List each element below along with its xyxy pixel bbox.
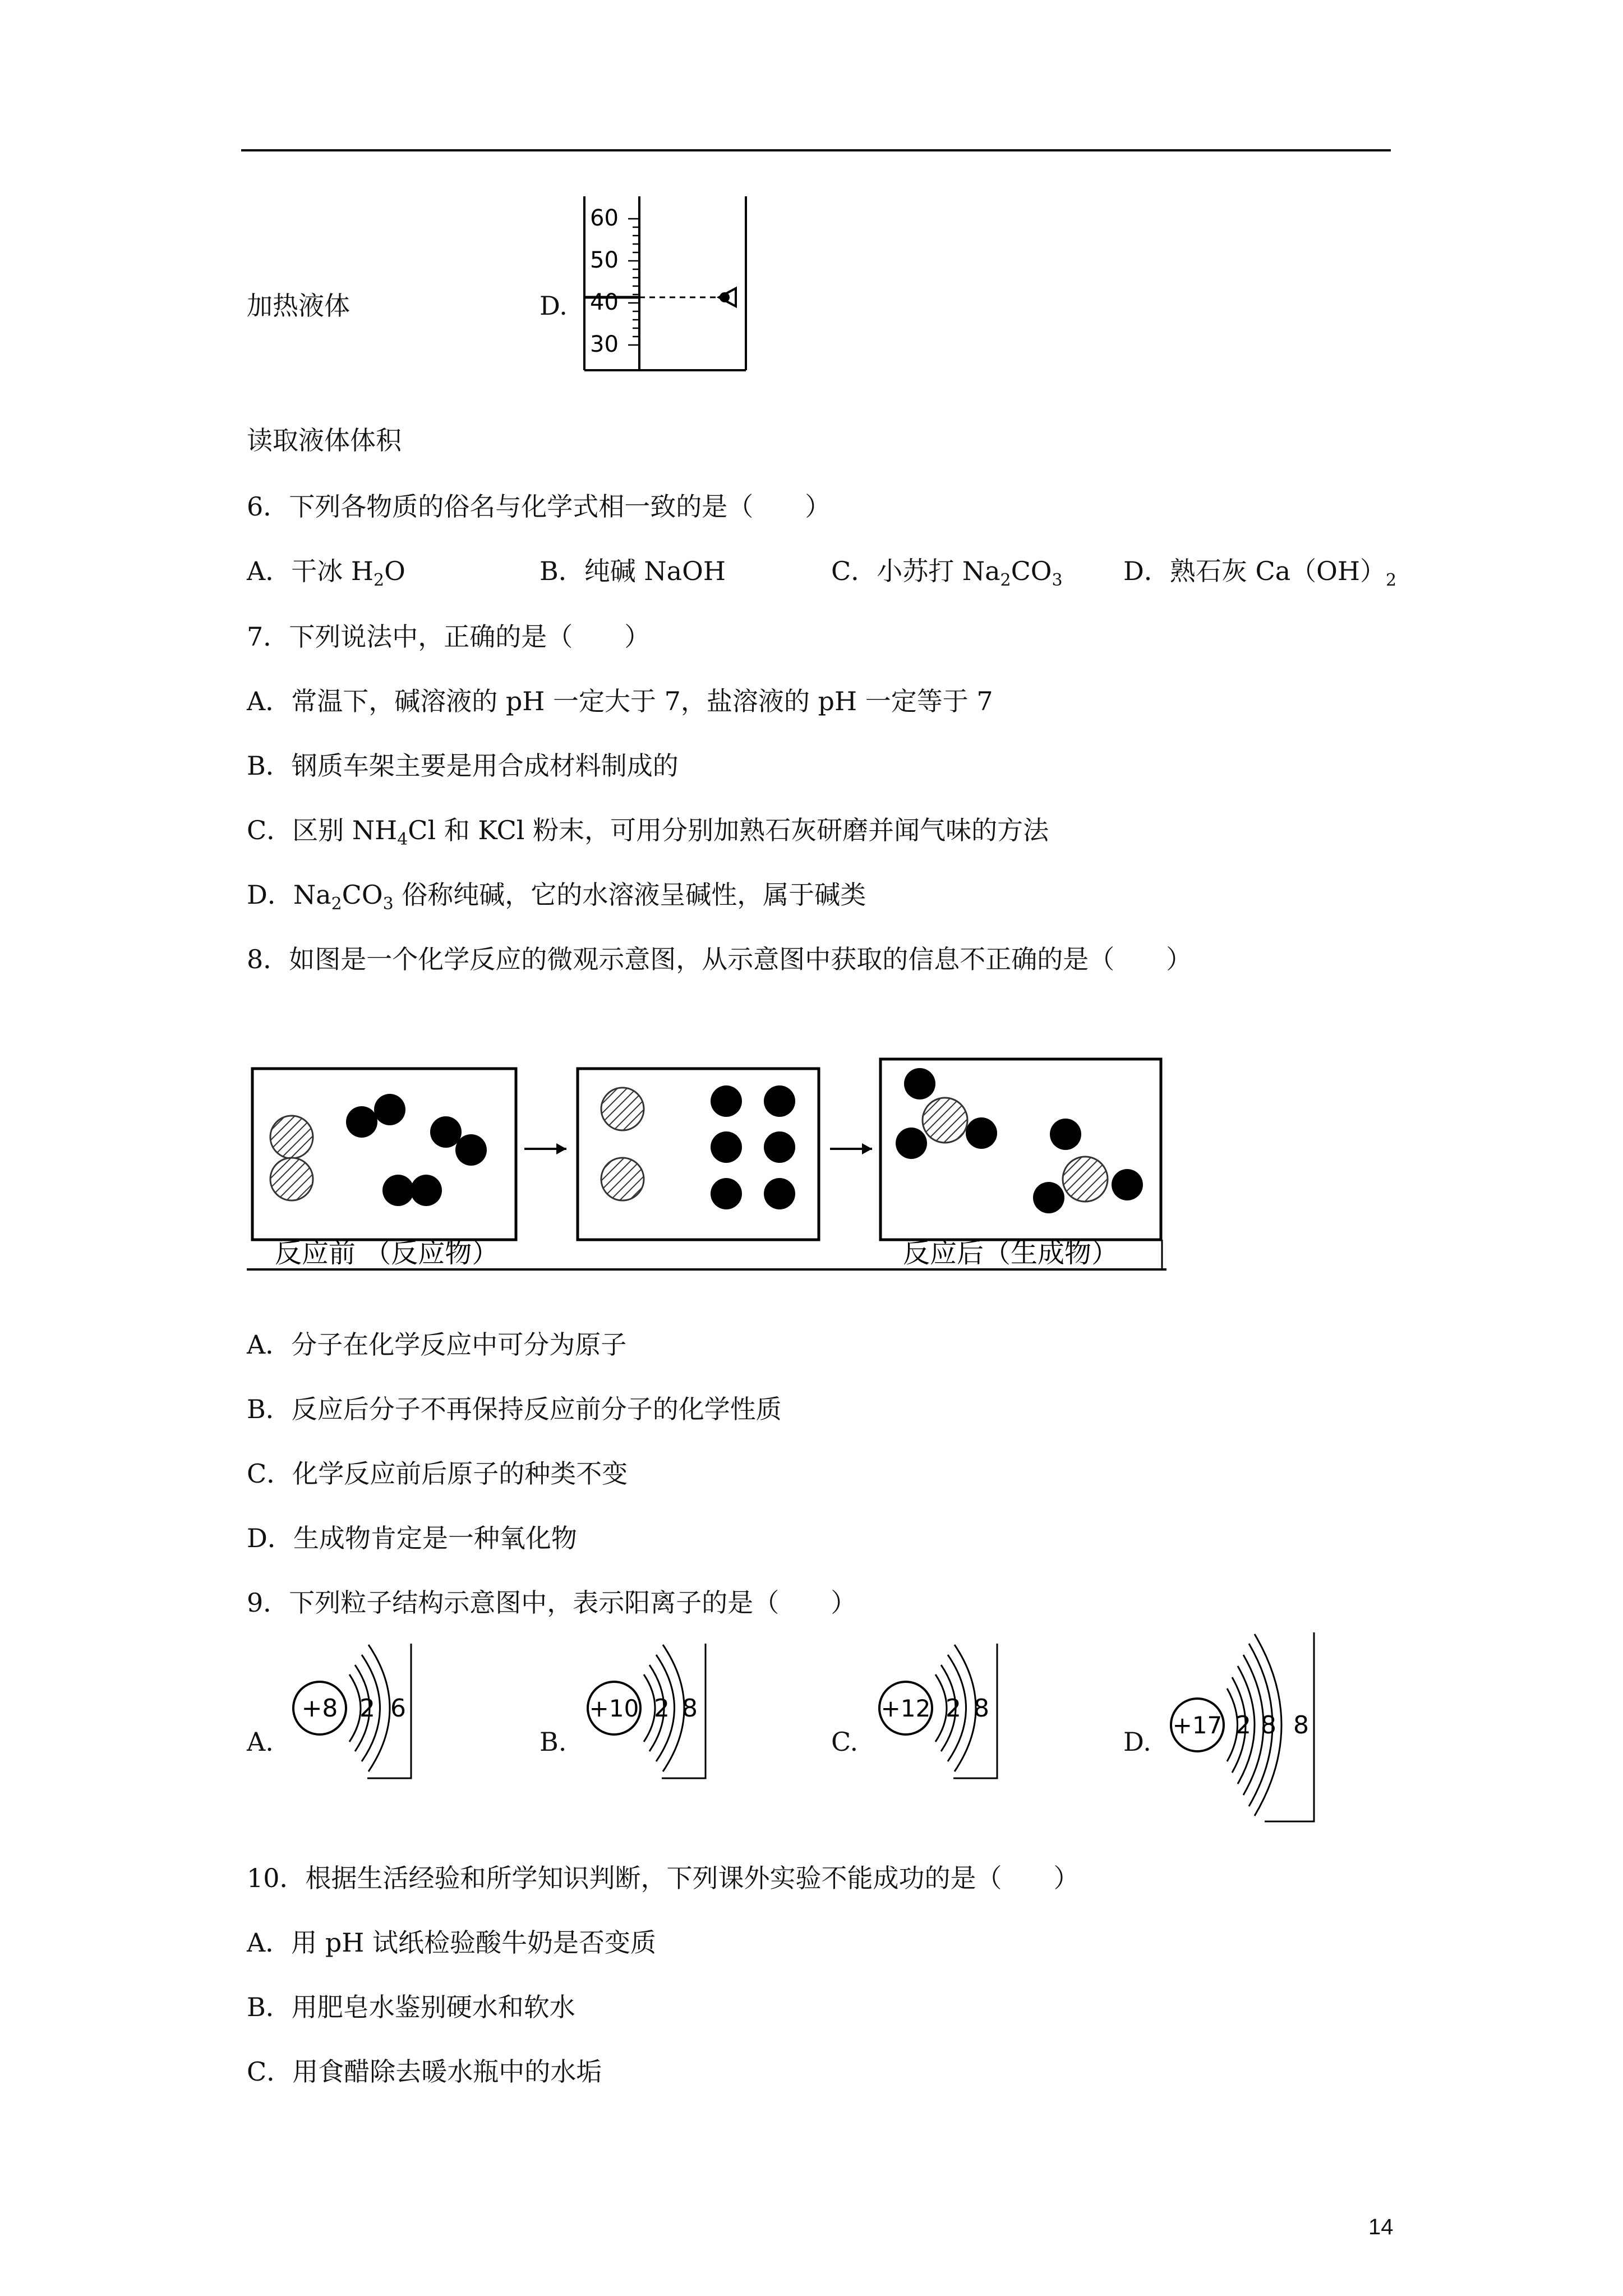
atom-structure-c — [869, 1638, 1004, 1784]
q8-option-c: C．化学反应前后原子的种类不变 — [247, 1458, 628, 1489]
q6-option-b: B．纯碱 NaOH — [540, 556, 726, 586]
q8-option-b: B．反应后分子不再保持反应前分子的化学性质 — [247, 1394, 782, 1424]
q8-option-d: D．生成物肯定是一种氧化物 — [247, 1523, 577, 1553]
reaction-micro-diagram — [247, 1049, 1166, 1273]
shell-c-1: 2 — [946, 1694, 961, 1723]
shell-b-1: 2 — [654, 1694, 670, 1723]
q9-stem: 9．下列粒子结构示意图中，表示阳离子的是（ ） — [247, 1588, 857, 1618]
label-after-reaction: 反应后（生成物） — [903, 1237, 1119, 1269]
q7-option-c: C．区别 $NH_4Cl$ 和 KCl 粉末，可用分别加熟石灰研磨并闻气味的方法 — [247, 815, 1049, 849]
q8-option-a: A．分子在化学反应中可分为原子 — [247, 1329, 627, 1360]
label-before-reaction: 反应前 （反应物） — [275, 1237, 499, 1269]
q9-option-d-letter: D. — [1123, 1727, 1151, 1757]
nucleus-label-d: +17 — [1172, 1711, 1223, 1739]
graduated-cylinder-figure — [578, 196, 757, 376]
q6-stem: 6．下列各物质的俗名与化学式相一致的是（ ） — [247, 491, 831, 522]
q10-option-b: B．用肥皂水鉴别硬水和软水 — [247, 1992, 575, 2022]
shell-b-2: 8 — [682, 1694, 698, 1723]
q7-option-b: B．钢质车架主要是用合成材料制成的 — [247, 751, 679, 781]
q7-option-a: A．常温下，碱溶液的 pH 一定大于 7，盐溶液的 pH 一定等于 7 — [247, 686, 993, 716]
q7-option-d: D．$Na_2CO_3$ 俗称纯碱，它的水溶液呈碱性，属于碱类 — [247, 880, 866, 914]
atom-structure-d — [1164, 1630, 1321, 1826]
atom-structure-a — [283, 1638, 418, 1784]
q8-stem: 8．如图是一个化学反应的微观示意图，从示意图中获取的信息不正确的是（ ） — [247, 944, 1192, 974]
q6-option-a: A．干冰 $H_2O$ — [247, 556, 405, 590]
q7-stem: 7．下列说法中，正确的是（ ） — [247, 622, 651, 652]
shell-d-3: 8 — [1293, 1711, 1309, 1740]
q9-option-a-letter: A. — [247, 1727, 274, 1757]
nucleus-label-c: +12 — [880, 1695, 931, 1722]
nucleus-label-a: +8 — [301, 1694, 338, 1723]
shell-c-2: 8 — [974, 1694, 989, 1723]
q5-option-c-text: 加热液体 — [247, 291, 350, 321]
q5-option-d-label: D. — [540, 291, 568, 321]
cylinder-tick-60: 60 — [590, 205, 619, 231]
q9-option-b-letter: B. — [540, 1727, 567, 1757]
shell-d-2: 8 — [1261, 1711, 1276, 1740]
q6-option-c: C．小苏打 $Na_2CO_3$ — [831, 556, 1063, 590]
cylinder-tick-40: 40 — [590, 289, 619, 315]
q10-option-c: C．用食醋除去暖水瓶中的水垢 — [247, 2056, 602, 2087]
header-rule — [241, 149, 1391, 151]
q9-option-c-letter: C. — [831, 1727, 859, 1757]
page-number: 14 — [1368, 2215, 1394, 2239]
atom-structure-b — [578, 1638, 712, 1784]
nucleus-label-b: +10 — [589, 1695, 639, 1722]
cylinder-tick-30: 30 — [590, 332, 619, 357]
eye-icon — [719, 288, 736, 306]
q10-option-a: A．用 pH 试纸检验酸牛奶是否变质 — [247, 1927, 657, 1958]
shell-d-1: 2 — [1235, 1711, 1251, 1740]
shell-a-1: 2 — [359, 1694, 375, 1723]
q5-option-d-caption: 读取液体体积 — [247, 425, 402, 455]
q6-option-d: D．熟石灰 $Ca(OH)_2$ — [1123, 556, 1397, 590]
cylinder-tick-50: 50 — [590, 247, 619, 273]
q10-stem: 10．根据生活经验和所学知识判断，下列课外实验不能成功的是（ ） — [247, 1863, 1080, 1893]
shell-a-2: 6 — [390, 1694, 406, 1723]
